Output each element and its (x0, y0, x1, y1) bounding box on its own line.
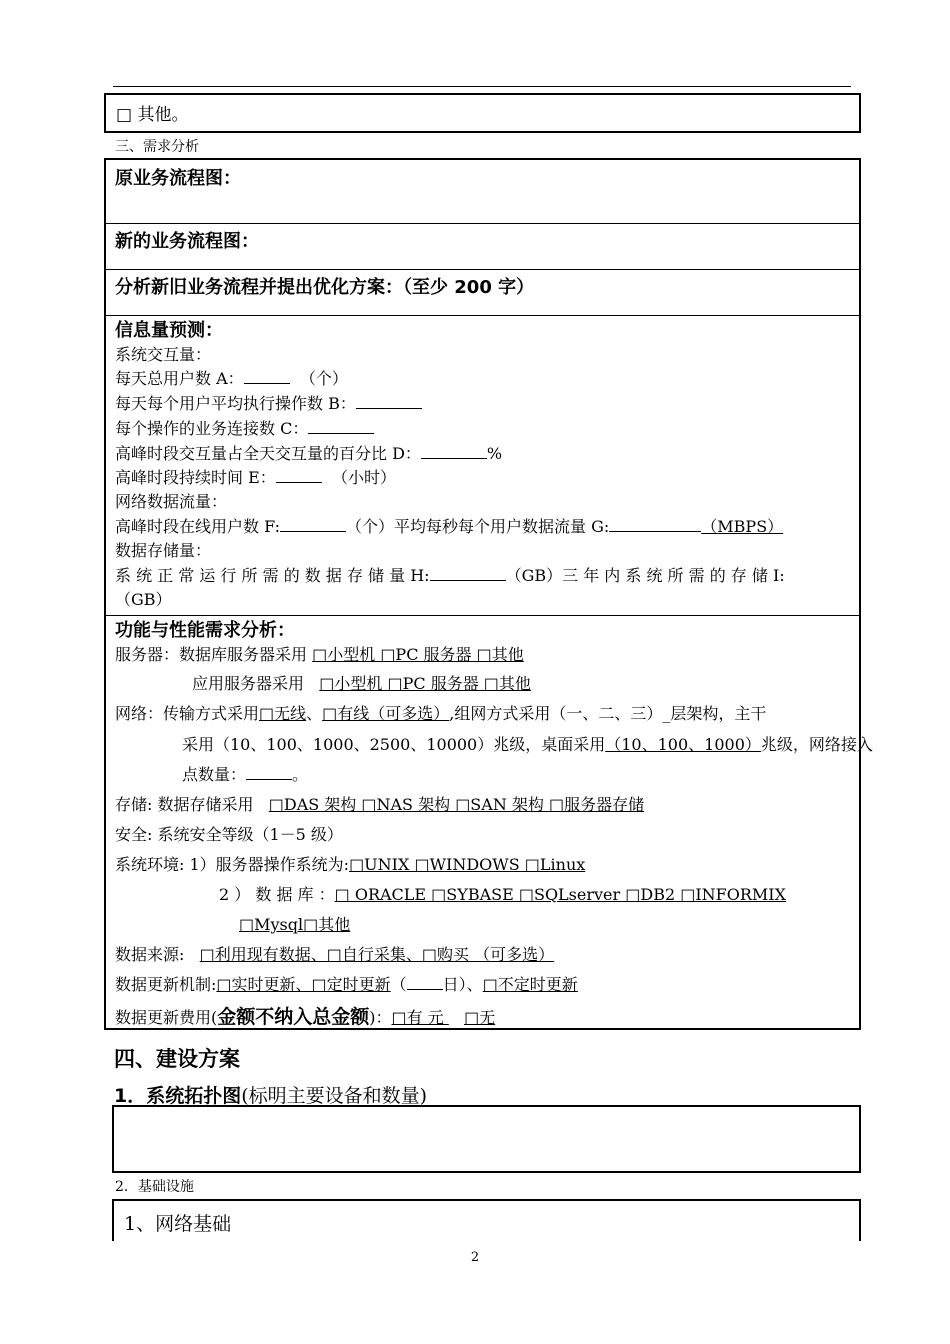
network-topology-text: ,组网方式采用（一、二、三）_层架构，主干 (449, 704, 767, 723)
users-a-unit: （个） (299, 369, 348, 388)
env-os-options[interactable]: □UNIX □WINDOWS □Linux (349, 855, 586, 874)
ops-b-line (115, 391, 422, 414)
storage-arch-options[interactable]: □DAS 架构 □NAS 架构 □SAN 架构 □服务器存储 (268, 795, 645, 814)
section3-label: 三、需求分析 (115, 139, 199, 155)
env-db-line (219, 882, 786, 905)
desktop-speed-options[interactable]: （10、100、1000） (605, 735, 761, 754)
peak-d-line (115, 441, 502, 464)
conn-c-line (115, 416, 374, 439)
update-paren: （ (390, 975, 407, 994)
fee-label-bold: 金额不纳入总金额 (217, 1006, 370, 1028)
access-points-label: 点数量： (182, 765, 247, 784)
peak-e-unit: （小时） (331, 468, 396, 487)
users-a-line (115, 366, 348, 389)
server-app-options[interactable]: □小型机 □PC 服务器 □其他 (319, 674, 531, 693)
ops-b-blank[interactable] (356, 394, 422, 409)
env-db-options-2[interactable]: □Mysql□其他 (239, 915, 351, 934)
env-os-line (115, 852, 585, 875)
peak-e-blank[interactable] (276, 468, 322, 483)
env-db-label: 2 ） 数 据 库 ： (219, 885, 335, 904)
users-a-blank[interactable] (244, 369, 290, 384)
source-label: 数据来源: (115, 945, 185, 964)
other-option-box (104, 93, 861, 133)
security-line: 安全: 系统安全等级（1－5 级） (115, 825, 343, 844)
server-app-label: 应用服务器采用 (192, 674, 305, 693)
backbone-text: 采用（10、100、1000、2500、10000）兆级，桌面采用 (182, 735, 606, 754)
analysis-cell (106, 270, 859, 316)
peak-e-line (115, 465, 396, 488)
network-transport-label: 网络：传输方式采用 (115, 704, 260, 723)
access-text: 兆级，网络接入 (760, 735, 873, 754)
peak-f-blank[interactable] (280, 517, 346, 532)
server-db-label: 服务器：数据库服务器采用 (115, 645, 308, 664)
network-separator: 、 (306, 704, 323, 723)
topology-box[interactable] (112, 1105, 861, 1173)
infrastructure-label: 2．基础设施 (115, 1179, 194, 1195)
network-line-3 (182, 762, 308, 785)
original-flow-label: 原业务流程图： (115, 168, 241, 189)
access-points-blank[interactable] (246, 765, 292, 780)
new-flow-cell (106, 224, 859, 270)
peak-g-unit: （MBPS） (701, 517, 784, 536)
storage-label: 数据存储量： (115, 541, 212, 560)
update-label: 数据更新机制: (115, 975, 217, 994)
server-db-options[interactable]: □小型机 □PC 服务器 □其他 (312, 645, 524, 664)
info-prediction-cell (106, 316, 859, 616)
wireless-option[interactable]: □无线 (259, 704, 307, 723)
access-points-end: 。 (292, 765, 309, 784)
source-line (115, 942, 554, 965)
update-options-irregular[interactable]: □不定时更新 (482, 975, 578, 994)
peak-e-label: 高峰时段持续时间 E： (115, 468, 276, 487)
peak-g-label: （个）平均每秒每个用户数据流量 G: (346, 517, 610, 536)
env-os-label: 系统环境: 1）服务器操作系统为: (115, 855, 350, 874)
topology-heading-note: (标明主要设备和数量) (241, 1085, 428, 1107)
peak-d-unit: % (486, 444, 503, 463)
network-base-label: 1、网络基础 (124, 1213, 232, 1235)
topology-heading (114, 1081, 427, 1108)
network-line-2 (182, 732, 873, 755)
fee-label: 数据更新费用( (115, 1008, 218, 1027)
wired-option[interactable]: □有线（可多选） (322, 704, 450, 723)
ops-b-label: 每天每个用户平均执行操作数 B： (115, 394, 356, 413)
peak-f-line (115, 514, 783, 537)
update-options-realtime[interactable]: □实时更新、□定时更新 (216, 975, 391, 994)
storage-h-blank[interactable] (430, 566, 506, 581)
peak-d-blank[interactable] (421, 444, 487, 459)
update-line (115, 972, 578, 995)
original-flow-cell (106, 160, 859, 224)
update-days-label: 日）、 (442, 975, 483, 994)
page-number: 2 (470, 1250, 480, 1265)
storage-i-label: （GB）三 年 内 系 统 所 需 的 存 储 I: (505, 566, 785, 585)
header-rule (113, 86, 851, 87)
server-db-line (115, 642, 524, 665)
topology-heading-bold: 1．系统拓扑图 (114, 1085, 242, 1107)
env-db-options[interactable]: □ ORACLE □SYBASE □SQLserver □DB2 □INFORMIX (334, 885, 787, 904)
source-options[interactable]: □利用现有数据、□自行采集、□购买 （可多选） (199, 945, 555, 964)
conn-c-label: 每个操作的业务连接数 C： (115, 419, 309, 438)
storage-arch-label: 存储: 数据存储采用 (115, 795, 254, 814)
fee-label-end: )： (369, 1008, 392, 1027)
info-prediction-title: 信息量预测： (115, 320, 223, 341)
users-a-label: 每天总用户数 A： (115, 369, 244, 388)
env-db-line-2 (239, 912, 350, 935)
storage-i-unit: （GB） (115, 590, 172, 609)
interaction-label: 系统交互量： (115, 345, 212, 364)
network-flow-label: 网络数据流量： (115, 492, 228, 511)
peak-g-blank[interactable] (609, 517, 701, 532)
storage-h-label: 系 统 正 常 运 行 所 需 的 数 据 存 储 量 H: (115, 566, 430, 585)
fee-line (115, 1002, 495, 1029)
peak-d-label: 高峰时段交互量占全天交互量的百分比 D： (115, 444, 421, 463)
server-app-line (192, 671, 531, 694)
network-line-1 (115, 701, 766, 724)
storage-h-line (115, 563, 785, 586)
section4-title: 四、建设方案 (114, 1047, 240, 1071)
analysis-label: 分析新旧业务流程并提出优化方案：（至少 200 字） (115, 277, 535, 298)
peak-f-label: 高峰时段在线用户数 F: (115, 517, 281, 536)
new-flow-label: 新的业务流程图： (115, 231, 259, 252)
fee-no-option[interactable]: □无 (464, 1008, 496, 1027)
update-days-blank[interactable] (407, 975, 443, 990)
performance-cell (106, 616, 873, 1030)
storage-line (115, 792, 644, 815)
network-base-box (112, 1199, 861, 1241)
fee-yes-option[interactable]: □有 元 (391, 1008, 449, 1027)
conn-c-blank[interactable] (308, 419, 374, 434)
other-option-text: □ 其他。 (116, 105, 189, 125)
performance-title: 功能与性能需求分析： (115, 620, 295, 641)
needs-analysis-table (104, 158, 873, 1030)
